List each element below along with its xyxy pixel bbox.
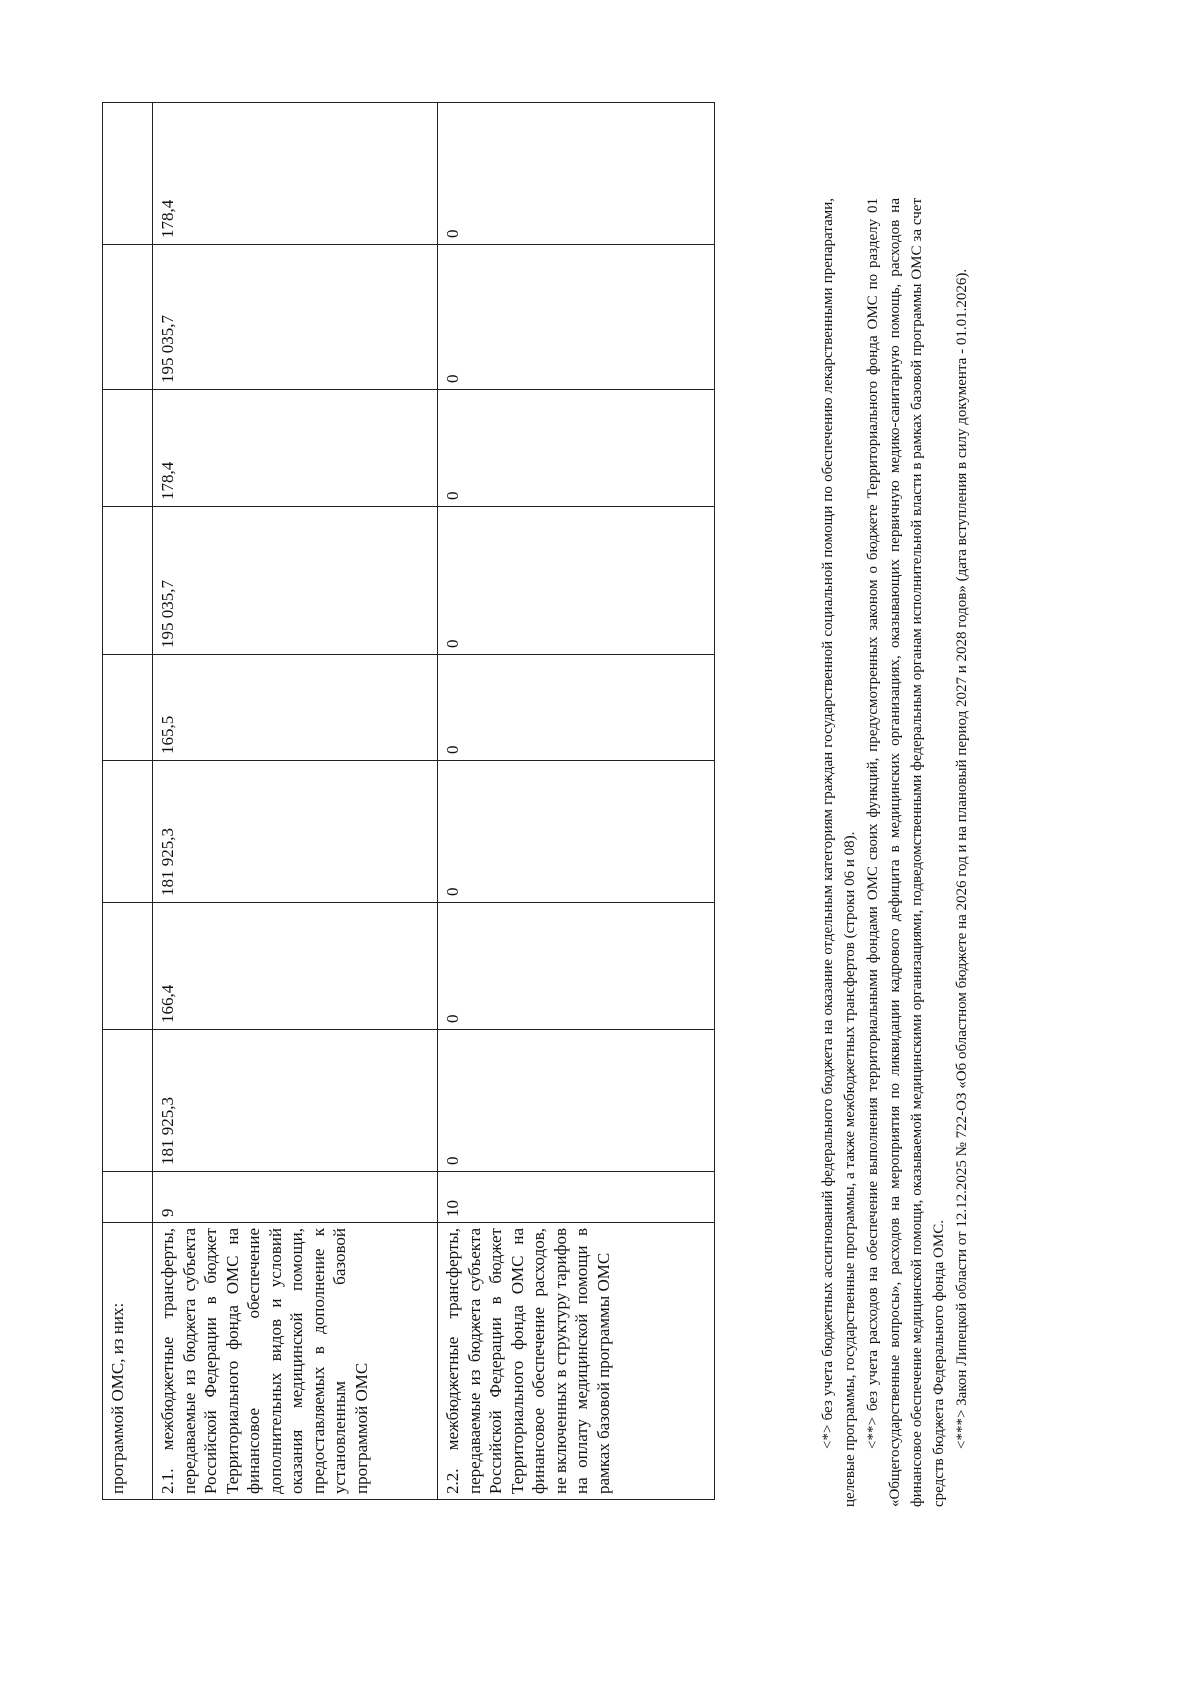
- table-cell: [103, 1030, 153, 1172]
- table-row: [438, 103, 715, 1500]
- table-cell: 0: [438, 655, 715, 761]
- table-cell: 0: [438, 103, 715, 245]
- row-number: 9: [153, 1172, 438, 1223]
- table-cell: 195 035,7: [153, 507, 438, 655]
- budget-table: [102, 102, 715, 1500]
- table-cell: 0: [438, 390, 715, 507]
- row-label: 2.2. межбюджетные трансферты, передаваемые из бюджета субъекта Российской Федерации в бюджет Территориального фонда ОМС на финансовое обеспечение расходов, не включенных в структуру тарифов на оплату медицинской помощи в рамках базовой программы ОМС: [438, 1223, 715, 1500]
- table-cell: 166,4: [153, 903, 438, 1030]
- table-cell: 165,5: [153, 655, 438, 761]
- table-cell: [103, 507, 153, 655]
- footnote: <*> без учета бюджетных ассигнований федерального бюджета на оказание отдельным категориям граждан государственной социальной помощи по обеспечению лекарственными препаратами, целевые программы, государственные программы, а также межбюджетных трансфертов (строки 06 и 08).: [820, 198, 859, 1507]
- table-cell: 181 925,3: [153, 1030, 438, 1172]
- row-number: 10: [438, 1172, 715, 1223]
- table-cell: [103, 245, 153, 390]
- table-cell: 178,4: [153, 390, 438, 507]
- footnote: <***> Закон Липецкой области от 12.12.2025 № 722-ОЗ «Об областном бюджете на 2026 год и на плановый период 2027 и 2028 годов» (дата вступления в силу документа - 01.01.2026).: [953, 268, 970, 1449]
- row-number: [103, 1172, 153, 1223]
- table-cell: [103, 103, 153, 245]
- footnote: <**> без учета расходов на обеспечение выполнения территориальными фондами ОМС своих функций, предусмотренных законом о бюджете Территориального фонда ОМС по разделу 01 «Общегосударственные вопросы», расходов на мероприятия по ликвидации кадрового дефицита в медицинских организациях, оказывающих первичную медико-санитарную помощь, расходов на финансовое обеспечение медицинской помощи, оказываемой медицинскими организациями, подведомственными федеральным органам исполнительной власти в рамках базовой программы ОМС за счет средств бюджета Федерального фонда ОМС.: [864, 198, 948, 1507]
- row-label: 2.1. межбюджетные трансферты, передаваемые из бюджета субъекта Российской Федерации в бюджет Территориального фонда ОМС на финансовое обеспечение дополнительных видов и условий оказания медицинской помощи, предоставляемых в дополнение к установленным базовой программой ОМС: [153, 1223, 438, 1500]
- table-cell: [103, 903, 153, 1030]
- table-cell: [103, 390, 153, 507]
- table-row: [103, 103, 153, 1500]
- table-cell: [103, 655, 153, 761]
- table-cell: 0: [438, 903, 715, 1030]
- table-cell: 0: [438, 507, 715, 655]
- row-label: программой ОМС, из них:: [103, 1223, 153, 1500]
- table-cell: 195 035,7: [153, 245, 438, 390]
- footnotes: [817, 198, 973, 1507]
- table-cell: [103, 761, 153, 903]
- table-cell: 0: [438, 245, 715, 390]
- table-cell: 0: [438, 761, 715, 903]
- table-cell: 178,4: [153, 103, 438, 245]
- table-cell: 0: [438, 1030, 715, 1172]
- table-cell: 181 925,3: [153, 761, 438, 903]
- table-row: [153, 103, 438, 1500]
